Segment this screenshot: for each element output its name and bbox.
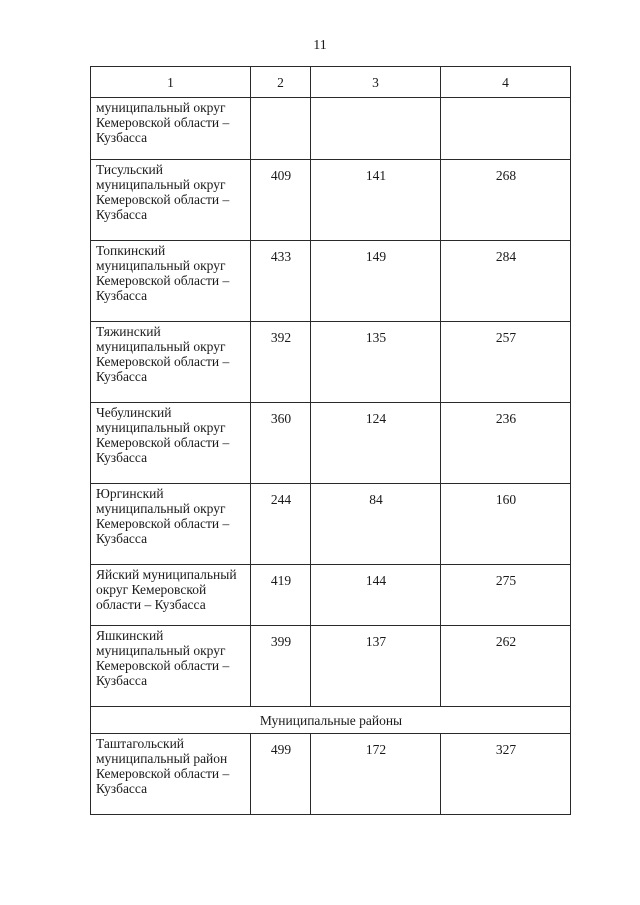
row-value-4: 262 bbox=[441, 626, 571, 707]
header-cell-3: 3 bbox=[311, 67, 441, 98]
row-name: Таштагольский муниципальный район Кемеровской области – Кузбасса bbox=[91, 734, 251, 815]
row-value-2: 419 bbox=[251, 565, 311, 626]
row-name: Чебулинский муниципальный округ Кемеровской области – Кузбасса bbox=[91, 403, 251, 484]
row-value-3 bbox=[311, 98, 441, 160]
row-value-4: 327 bbox=[441, 734, 571, 815]
row-value-3: 172 bbox=[311, 734, 441, 815]
table-row bbox=[91, 98, 571, 160]
header-cell-4: 4 bbox=[441, 67, 571, 98]
row-value-2: 409 bbox=[251, 160, 311, 241]
row-value-4: 284 bbox=[441, 241, 571, 322]
row-value-3: 137 bbox=[311, 626, 441, 707]
row-value-2: 244 bbox=[251, 484, 311, 565]
table-row bbox=[91, 484, 571, 565]
row-value-2: 360 bbox=[251, 403, 311, 484]
row-value-3: 149 bbox=[311, 241, 441, 322]
row-name: Топкинский муниципальный округ Кемеровской области – Кузбасса bbox=[91, 241, 251, 322]
table-row bbox=[91, 241, 571, 322]
row-value-4: 268 bbox=[441, 160, 571, 241]
row-name: Юргинский муниципальный округ Кемеровской области – Кузбасса bbox=[91, 484, 251, 565]
row-value-2: 433 bbox=[251, 241, 311, 322]
table-row bbox=[91, 734, 571, 815]
section-header-row bbox=[91, 707, 571, 734]
row-value-3: 124 bbox=[311, 403, 441, 484]
row-value-4: 275 bbox=[441, 565, 571, 626]
table-row bbox=[91, 565, 571, 626]
row-value-3: 144 bbox=[311, 565, 441, 626]
row-value-2 bbox=[251, 98, 311, 160]
table-row bbox=[91, 160, 571, 241]
row-name: муниципальный округ Кемеровской области – Кузбасса bbox=[91, 98, 251, 160]
row-value-4 bbox=[441, 98, 571, 160]
section-title: Муниципальные районы bbox=[91, 707, 571, 734]
row-name: Тисульский муниципальный округ Кемеровской области – Кузбасса bbox=[91, 160, 251, 241]
table-header-row bbox=[91, 67, 571, 98]
row-value-4: 236 bbox=[441, 403, 571, 484]
table-row bbox=[91, 322, 571, 403]
row-value-2: 399 bbox=[251, 626, 311, 707]
row-name: Тяжинский муниципальный округ Кемеровской области – Кузбасса bbox=[91, 322, 251, 403]
table-row bbox=[91, 626, 571, 707]
header-cell-1: 1 bbox=[91, 67, 251, 98]
row-value-3: 135 bbox=[311, 322, 441, 403]
header-cell-2: 2 bbox=[251, 67, 311, 98]
page-number: 11 bbox=[313, 38, 327, 53]
row-value-2: 499 bbox=[251, 734, 311, 815]
row-value-4: 257 bbox=[441, 322, 571, 403]
row-value-3: 141 bbox=[311, 160, 441, 241]
table-row bbox=[91, 403, 571, 484]
row-name: Яйский муниципальный округ Кемеровской области – Кузбасса bbox=[91, 565, 251, 626]
data-table bbox=[90, 66, 571, 815]
row-value-4: 160 bbox=[441, 484, 571, 565]
row-name: Яшкинский муниципальный округ Кемеровской области – Кузбасса bbox=[91, 626, 251, 707]
row-value-3: 84 bbox=[311, 484, 441, 565]
row-value-2: 392 bbox=[251, 322, 311, 403]
